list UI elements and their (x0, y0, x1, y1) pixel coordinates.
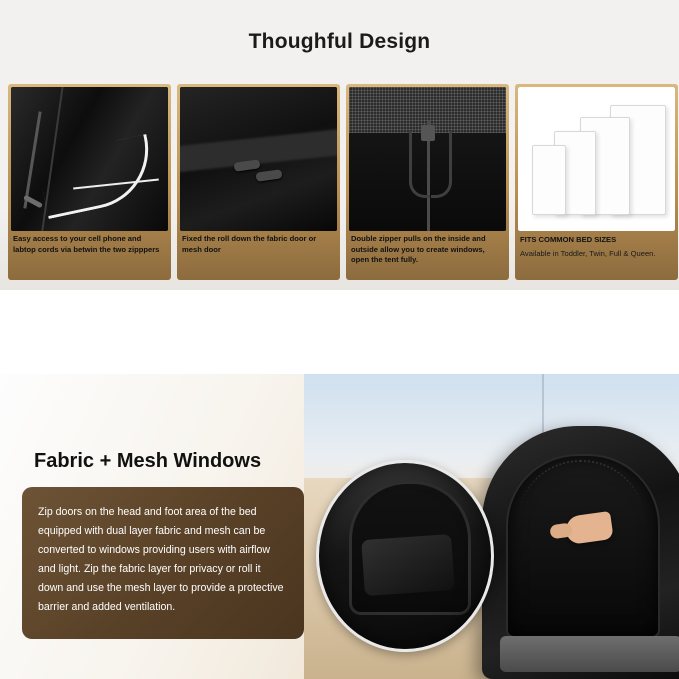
roll-down-door-photo (180, 87, 337, 231)
description-text: Zip doors on the head and foot area of the bed equipped with dual layer fabric and mesh can be converted to windows providing users with airflow and light. Zip the fabric layer for privacy or roll it down and use the mesh layer to provide a protective barrier and added ventilation. (38, 506, 284, 613)
section-divider (0, 290, 679, 374)
feature-card (177, 84, 340, 280)
zipper-cord-left (409, 131, 430, 198)
mattress-base (500, 636, 679, 672)
feature-card-caption: Easy access to your cell phone and labtop cords via betwin the two zipppers (13, 234, 160, 254)
photo-art (180, 87, 337, 231)
feature-card (346, 84, 509, 280)
bed-sizes-diagram (518, 87, 675, 231)
inset-vignette (319, 463, 491, 649)
fastener-tab (256, 169, 283, 182)
bed-outline-toddler (532, 145, 566, 215)
description-callout (22, 487, 304, 639)
fabric-mesh-windows-section (0, 374, 679, 679)
cord-access-photo (11, 87, 168, 231)
section-title-bottom: Fabric + Mesh Windows (34, 450, 262, 472)
thoughtful-design-section (0, 0, 679, 290)
photo-art (11, 87, 168, 231)
photo-art (518, 87, 675, 231)
feature-card (515, 84, 678, 280)
section-title-top: Thoughful Design (248, 30, 431, 53)
zipper-cord-right (431, 131, 452, 198)
mesh-window-closeup-inset (316, 460, 494, 652)
feature-card-row (8, 84, 671, 280)
double-zipper-photo (349, 87, 506, 231)
feature-card-caption: Double zipper pulls on the inside and outside allow you to create windows, open the tent fully. (351, 234, 486, 264)
feature-card (8, 84, 171, 280)
feature-card-caption-group (520, 234, 672, 259)
bed-sizes-subtext: Available in Toddler, Twin, Full & Queen. (520, 249, 656, 258)
bed-sizes-heading: FITS COMMON BED SIZES (520, 235, 617, 244)
feature-card-caption: Fixed the roll down the fabric door or mesh door (182, 234, 317, 254)
photo-art (349, 87, 506, 231)
bed-tent-photo (304, 374, 679, 679)
